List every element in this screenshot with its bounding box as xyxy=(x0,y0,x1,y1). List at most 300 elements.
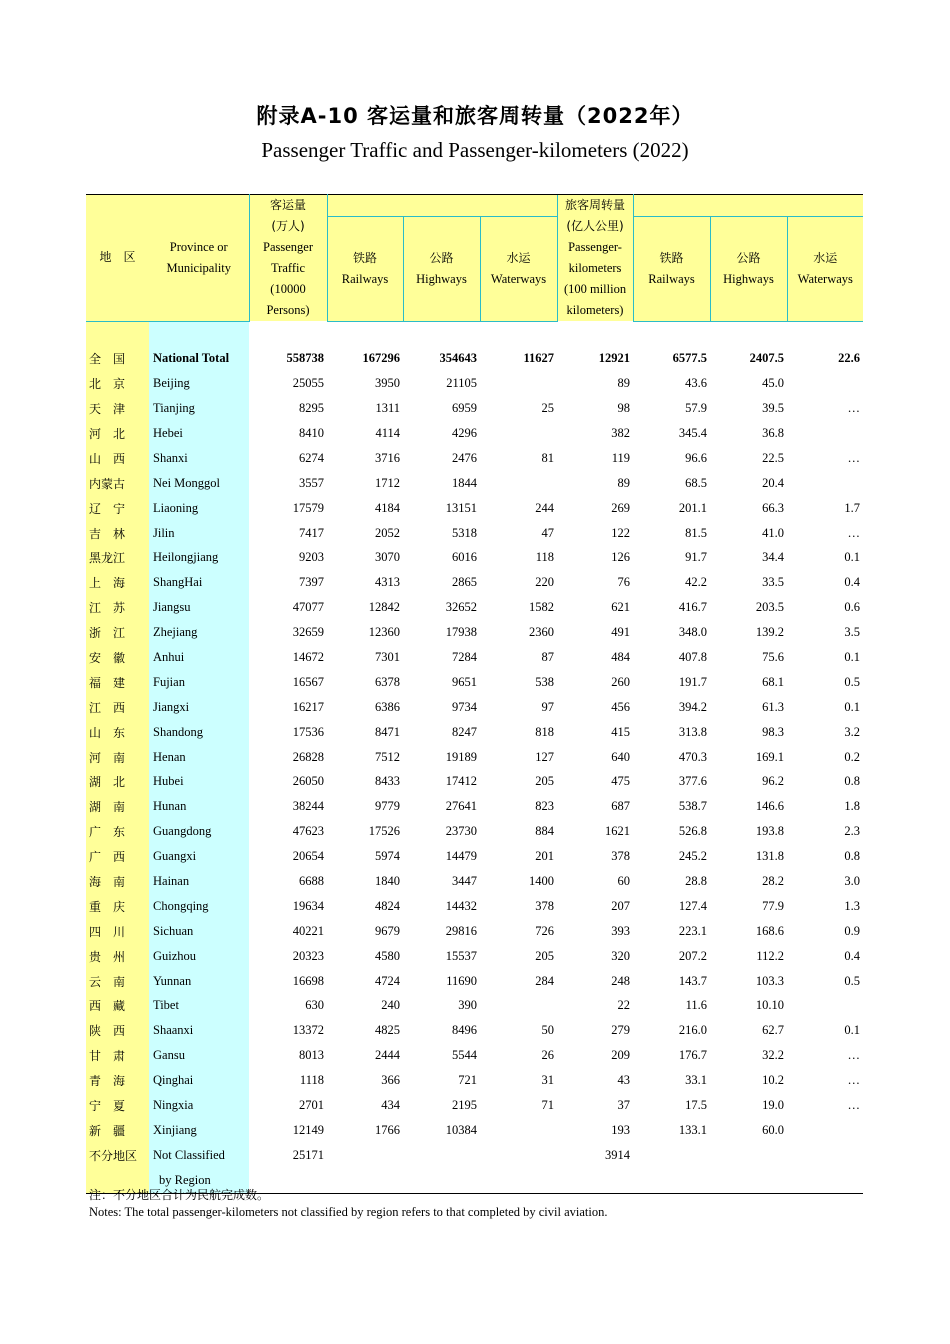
value-cell: … xyxy=(847,450,861,465)
value-cell: 97 xyxy=(541,699,555,714)
region-cn-cell: 江 苏 xyxy=(86,595,149,620)
value-cell: 133.1 xyxy=(678,1122,708,1137)
value-cell: 0.1 xyxy=(844,1023,861,1038)
header-pkm-en-line1: Passenger- xyxy=(568,240,622,254)
value-cell: 60.0 xyxy=(762,1122,785,1137)
header-pkm-en-line4: kilometers) xyxy=(566,303,624,317)
value-cell: 8247 xyxy=(452,724,477,739)
value-cell: 8496 xyxy=(452,1023,477,1038)
value-cell: 28.2 xyxy=(762,874,785,889)
region-cn-cell: 青 海 xyxy=(86,1068,149,1093)
value-cell: 43.6 xyxy=(685,376,708,391)
region-cn-cell: 广 东 xyxy=(86,819,149,844)
region-cn-cell: 内蒙古 xyxy=(86,471,149,496)
value-cell: 203.5 xyxy=(755,600,785,615)
value-cell: 12149 xyxy=(292,1122,324,1137)
value-cell: 47077 xyxy=(292,600,324,615)
region-en-cell: Ningxia xyxy=(149,1093,249,1118)
value-cell: 14432 xyxy=(445,898,477,913)
table-row xyxy=(86,894,863,919)
value-cell: 378 xyxy=(535,898,555,913)
value-cell: 146.6 xyxy=(755,799,785,814)
header-pkm-spacer xyxy=(633,195,863,217)
region-en-cell: Guangxi xyxy=(149,844,249,869)
value-cell: 456 xyxy=(611,699,631,714)
region-en-cell: Guizhou xyxy=(149,944,249,969)
region-cn-cell: 上 海 xyxy=(86,570,149,595)
value-cell: 207 xyxy=(611,898,631,913)
value-cell: 1.8 xyxy=(844,799,861,814)
value-cell: 284 xyxy=(535,973,555,988)
value-cell: 3070 xyxy=(375,550,400,565)
table-row xyxy=(86,396,863,421)
value-cell: 22 xyxy=(617,998,631,1013)
region-en-cell: Hebei xyxy=(149,421,249,446)
value-cell: 38244 xyxy=(292,799,324,814)
table-row xyxy=(86,521,863,546)
value-cell: 112.2 xyxy=(756,948,785,963)
value-cell: 244 xyxy=(535,500,555,515)
region-en-cell: Heilongjiang xyxy=(149,546,249,571)
value-cell: 2360 xyxy=(529,625,555,640)
value-cell: 621 xyxy=(611,600,631,615)
value-cell: 1621 xyxy=(605,824,631,839)
value-cell xyxy=(787,1143,863,1168)
value-cell: 1844 xyxy=(452,475,477,490)
table-row xyxy=(86,421,863,446)
header-traffic-cn: 客运量 xyxy=(269,198,306,212)
header-traffic-water xyxy=(480,217,557,321)
value-cell: 81 xyxy=(541,450,555,465)
header-pkm-water-en: Waterways xyxy=(797,271,853,286)
value-cell: 75.6 xyxy=(762,650,785,665)
value-cell: … xyxy=(847,1048,861,1063)
table-row xyxy=(86,944,863,969)
value-cell: 25 xyxy=(541,401,555,416)
value-cell: 1582 xyxy=(529,600,555,615)
value-cell: 91.7 xyxy=(685,550,708,565)
header-traffic-road xyxy=(403,217,480,321)
value-cell xyxy=(480,1118,557,1143)
value-cell: 390 xyxy=(458,998,477,1013)
value-cell: 17536 xyxy=(292,724,324,739)
value-cell: 0.1 xyxy=(844,650,861,665)
region-en-cell: Hunan xyxy=(149,794,249,819)
region-en-cell: Xinjiang xyxy=(149,1118,249,1143)
value-cell: 366 xyxy=(381,1073,400,1088)
value-cell: 313.8 xyxy=(678,724,708,739)
region-cn-cell: 云 南 xyxy=(86,969,149,994)
value-cell: 89 xyxy=(617,475,631,490)
value-cell xyxy=(480,471,557,496)
region-cn-cell: 北 京 xyxy=(86,371,149,396)
value-cell: 122 xyxy=(611,525,631,540)
table-row xyxy=(86,720,863,745)
value-cell: 3950 xyxy=(375,376,400,391)
value-cell: 207.2 xyxy=(678,948,708,963)
value-cell: 17579 xyxy=(292,500,324,515)
value-cell: 1712 xyxy=(375,475,400,490)
value-cell: 9734 xyxy=(452,699,477,714)
region-en-cell: by Region xyxy=(149,1168,249,1193)
region-en-cell: Fujian xyxy=(149,670,249,695)
region-cn-cell: 陕 西 xyxy=(86,1018,149,1043)
value-cell: 6959 xyxy=(452,401,477,416)
header-pkm xyxy=(557,195,633,322)
value-cell: 8433 xyxy=(375,774,400,789)
value-cell: 98.3 xyxy=(762,724,785,739)
value-cell: 823 xyxy=(535,799,555,814)
value-cell: 10.10 xyxy=(755,998,785,1013)
value-cell: 4296 xyxy=(452,426,477,440)
value-cell: 26828 xyxy=(292,749,324,764)
value-cell: … xyxy=(847,525,861,540)
value-cell: 484 xyxy=(611,650,631,665)
region-en-cell: Zhejiang xyxy=(149,620,249,645)
table-row xyxy=(86,1118,863,1143)
value-cell: 6378 xyxy=(375,674,400,689)
value-cell: 60 xyxy=(617,874,631,889)
value-cell xyxy=(633,1143,710,1168)
value-cell: 11627 xyxy=(523,351,555,366)
value-cell: 36.8 xyxy=(762,426,785,440)
value-cell: 16698 xyxy=(292,973,324,988)
header-traffic-unit-cn: (万人) xyxy=(271,219,305,233)
region-en-cell: Jilin xyxy=(149,521,249,546)
region-cn-cell: 山 西 xyxy=(86,446,149,471)
value-cell: 205 xyxy=(535,948,555,963)
region-en-cell: Liaoning xyxy=(149,496,249,521)
value-cell xyxy=(710,1143,787,1168)
value-cell: 12360 xyxy=(368,625,400,640)
value-cell: 2865 xyxy=(452,575,477,590)
region-en-cell: Guangdong xyxy=(149,819,249,844)
value-cell: 15537 xyxy=(445,948,477,963)
region-cn-cell: 福 建 xyxy=(86,670,149,695)
region-en-cell: Chongqing xyxy=(149,894,249,919)
value-cell: 0.5 xyxy=(844,674,861,689)
value-cell: 103.3 xyxy=(755,973,785,988)
region-cn-cell: 重 庆 xyxy=(86,894,149,919)
value-cell: 57.9 xyxy=(685,401,708,416)
value-cell: 71 xyxy=(541,1098,555,1113)
value-cell: 0.9 xyxy=(844,923,861,938)
value-cell: … xyxy=(847,1073,861,1088)
region-cn-cell: 辽 宁 xyxy=(86,496,149,521)
region-cn-cell: 全 国 xyxy=(86,346,149,371)
value-cell: 50 xyxy=(541,1023,555,1038)
value-cell: 245.2 xyxy=(678,849,708,864)
value-cell: 7417 xyxy=(299,525,324,540)
table-row xyxy=(86,819,863,844)
value-cell xyxy=(787,371,863,396)
value-cell: 8471 xyxy=(375,724,400,739)
value-cell: 11690 xyxy=(446,973,477,988)
region-cn-cell: 不分地区 xyxy=(86,1143,149,1168)
value-cell: 0.4 xyxy=(844,575,861,590)
header-road-cn: 公路 xyxy=(429,250,454,265)
header-pkm-en-line3: (100 million xyxy=(563,282,627,296)
region-cn-cell: 湖 南 xyxy=(86,794,149,819)
value-cell xyxy=(403,1143,480,1168)
header-water-cn: 水运 xyxy=(506,250,531,265)
value-cell: 87 xyxy=(541,650,555,665)
table-row xyxy=(86,670,863,695)
page-title-en: Passenger Traffic and Passenger-kilometers (2022) xyxy=(261,138,689,162)
value-cell: 2195 xyxy=(452,1098,477,1113)
header-pkm-water-cn: 水运 xyxy=(813,250,838,265)
value-cell: 2407.5 xyxy=(749,351,785,366)
value-cell: 7284 xyxy=(452,650,477,665)
value-cell: 193 xyxy=(611,1122,631,1137)
value-cell: 98 xyxy=(617,401,631,416)
value-cell: 415 xyxy=(611,724,631,739)
footnote-en: Notes: The total passenger-kilometers not classified by region refers to that completed by civil aviation. xyxy=(89,1205,608,1219)
value-cell xyxy=(480,421,557,446)
region-en-cell: Shanxi xyxy=(149,446,249,471)
value-cell: 42.2 xyxy=(685,575,708,590)
region-cn-cell: 吉 林 xyxy=(86,521,149,546)
value-cell: 279 xyxy=(611,1023,631,1038)
value-cell: 20323 xyxy=(292,948,324,963)
table-header xyxy=(86,195,863,322)
value-cell: 721 xyxy=(458,1073,477,1088)
value-cell: 17.5 xyxy=(685,1098,708,1113)
value-cell: 76 xyxy=(617,575,631,590)
value-cell: 7301 xyxy=(375,650,400,665)
value-cell xyxy=(327,1143,403,1168)
value-cell: 2476 xyxy=(452,450,477,465)
region-en-cell: Shaanxi xyxy=(149,1018,249,1043)
region-en-cell: Not Classified xyxy=(149,1143,249,1168)
value-cell: 81.5 xyxy=(685,525,708,540)
value-cell: 19189 xyxy=(445,749,477,764)
region-en-cell: Anhui xyxy=(149,645,249,670)
region-cn-cell: 河 北 xyxy=(86,421,149,446)
value-cell: 393 xyxy=(611,923,631,938)
table-row xyxy=(86,471,863,496)
value-cell: 26 xyxy=(541,1048,555,1063)
gap-cell xyxy=(249,321,863,346)
value-cell: 143.7 xyxy=(678,973,708,988)
value-cell: 4184 xyxy=(375,500,400,515)
header-road-en: Highways xyxy=(416,271,467,286)
header-pkm-road-en: Highways xyxy=(723,271,774,286)
value-cell xyxy=(480,994,557,1019)
region-en-cell: Tianjing xyxy=(149,396,249,421)
value-cell: 126 xyxy=(611,550,631,565)
region-en-cell: Sichuan xyxy=(149,919,249,944)
value-cell: 23730 xyxy=(445,824,477,839)
region-cn-cell: 广 西 xyxy=(86,844,149,869)
value-cell: 5974 xyxy=(375,849,400,864)
region-en-cell: Jiangsu xyxy=(149,595,249,620)
value-cell: 558738 xyxy=(286,351,324,366)
region-cn-cell: 河 南 xyxy=(86,745,149,770)
value-cell: 1311 xyxy=(375,401,400,416)
value-cell: 0.2 xyxy=(844,749,861,764)
value-cell: 5318 xyxy=(452,525,477,540)
table-row xyxy=(86,1068,863,1093)
value-cell: 3.5 xyxy=(844,625,861,640)
table-row xyxy=(86,595,863,620)
value-cell: 118 xyxy=(535,550,555,565)
table-body xyxy=(86,321,863,1193)
value-cell: 3716 xyxy=(375,450,400,465)
region-en-cell: Tibet xyxy=(149,994,249,1019)
region-cn-cell: 黑龙江 xyxy=(86,546,149,571)
value-cell: 8410 xyxy=(299,426,324,440)
value-cell: 240 xyxy=(381,998,400,1013)
region-cn-cell: 浙 江 xyxy=(86,620,149,645)
value-cell: 68.5 xyxy=(685,475,708,490)
value-cell: 0.1 xyxy=(844,550,861,565)
value-cell: 348.0 xyxy=(678,625,708,640)
header-pkm-unit-cn: (亿人公里) xyxy=(566,219,624,233)
value-cell: 8295 xyxy=(299,401,324,416)
value-cell: 394.2 xyxy=(678,699,708,714)
value-cell: 6688 xyxy=(299,874,324,889)
value-cell: 131.8 xyxy=(755,849,785,864)
value-cell: 640 xyxy=(611,749,631,764)
value-cell: 216.0 xyxy=(678,1023,708,1038)
value-cell: 127 xyxy=(535,749,555,764)
header-pkm-road xyxy=(710,217,787,321)
value-cell: 37 xyxy=(617,1098,631,1113)
region-en-cell: Jiangxi xyxy=(149,695,249,720)
header-traffic-rail xyxy=(327,217,403,321)
value-cell: 0.1 xyxy=(844,699,861,714)
value-cell: 4824 xyxy=(375,898,400,913)
value-cell: 201.1 xyxy=(678,500,708,515)
value-cell: 19634 xyxy=(292,898,324,913)
value-cell: 475 xyxy=(611,774,631,789)
header-traffic-en-line3: (10000 xyxy=(270,282,306,296)
value-cell: 34.4 xyxy=(762,550,785,565)
table-row xyxy=(86,695,863,720)
value-cell: 3557 xyxy=(299,475,324,490)
value-cell: 630 xyxy=(305,998,324,1013)
value-cell: 14672 xyxy=(292,650,324,665)
value-cell: 10.2 xyxy=(762,1073,785,1088)
value-cell: 0.5 xyxy=(844,973,861,988)
value-cell: 4724 xyxy=(375,973,400,988)
value-cell: 12842 xyxy=(368,600,400,615)
value-cell: 2444 xyxy=(375,1048,400,1063)
value-cell: 1400 xyxy=(529,874,555,889)
value-cell: 66.3 xyxy=(762,500,785,515)
header-water-en: Waterways xyxy=(490,271,547,286)
header-pkm-water xyxy=(787,217,863,321)
value-cell: 220 xyxy=(535,575,555,590)
value-cell xyxy=(403,1168,480,1193)
value-cell: 139.2 xyxy=(755,625,785,640)
value-cell xyxy=(480,371,557,396)
page-title-cn: 附录A-10 客运量和旅客周转量（2022年） xyxy=(256,104,694,128)
region-en-cell: Qinghai xyxy=(149,1068,249,1093)
value-cell: 7512 xyxy=(375,749,400,764)
value-cell: 17412 xyxy=(445,774,477,789)
value-cell: 39.5 xyxy=(762,401,785,416)
value-cell: 5544 xyxy=(452,1048,477,1063)
value-cell: 16217 xyxy=(292,699,324,714)
value-cell: 61.3 xyxy=(762,699,785,714)
value-cell: 96.6 xyxy=(685,450,708,465)
value-cell: 19.0 xyxy=(762,1098,785,1113)
table-row xyxy=(86,496,863,521)
value-cell: 884 xyxy=(535,824,555,839)
value-cell: 2052 xyxy=(375,525,400,540)
value-cell: 818 xyxy=(535,724,555,739)
table-row xyxy=(86,770,863,795)
value-cell: 205 xyxy=(535,774,555,789)
table-row xyxy=(86,546,863,571)
value-cell xyxy=(787,994,863,1019)
value-cell: 25055 xyxy=(292,376,324,391)
value-cell: 40221 xyxy=(292,923,324,938)
value-cell: 89 xyxy=(617,376,631,391)
table-row xyxy=(86,919,863,944)
value-cell xyxy=(480,1143,557,1168)
header-pkm-rail-cn: 铁路 xyxy=(659,250,684,265)
region-cn-cell: 西 藏 xyxy=(86,994,149,1019)
table-row xyxy=(86,844,863,869)
value-cell: 32652 xyxy=(445,600,477,615)
header-gap-row xyxy=(86,321,863,346)
table-row xyxy=(86,1018,863,1043)
value-cell: 12921 xyxy=(598,351,631,366)
header-pkm-cn: 旅客周转量 xyxy=(565,198,626,212)
value-cell: 25171 xyxy=(292,1147,324,1162)
region-cn-cell: 四 川 xyxy=(86,919,149,944)
value-cell: 32.2 xyxy=(762,1048,785,1063)
value-cell: 201 xyxy=(535,849,555,864)
region-cn-cell: 山 东 xyxy=(86,720,149,745)
value-cell: 434 xyxy=(381,1098,400,1113)
value-cell: 1.3 xyxy=(844,898,861,913)
value-cell: 1840 xyxy=(375,874,400,889)
value-cell: 4580 xyxy=(375,948,400,963)
value-cell: 17938 xyxy=(445,625,477,640)
region-en-cell: Henan xyxy=(149,745,249,770)
header-pkm-road-cn: 公路 xyxy=(736,250,761,265)
value-cell: 3447 xyxy=(452,874,477,889)
table-row-total xyxy=(86,346,863,371)
value-cell: 260 xyxy=(611,674,631,689)
value-cell: 9651 xyxy=(452,674,477,689)
gap-cell xyxy=(86,321,149,346)
region-cn-cell: 湖 北 xyxy=(86,770,149,795)
value-cell: 9779 xyxy=(375,799,400,814)
value-cell: 1.7 xyxy=(844,500,861,515)
value-cell: 20654 xyxy=(292,849,324,864)
region-en-cell: Shandong xyxy=(149,720,249,745)
value-cell: 6386 xyxy=(375,699,400,714)
region-en-cell: Gansu xyxy=(149,1043,249,1068)
value-cell: 169.1 xyxy=(755,749,785,764)
header-rail-en: Railways xyxy=(341,271,389,286)
value-cell xyxy=(787,1168,863,1193)
value-cell: 320 xyxy=(611,948,631,963)
table-row xyxy=(86,1093,863,1118)
value-cell: 1118 xyxy=(299,1073,324,1088)
region-en-cell: Hainan xyxy=(149,869,249,894)
value-cell: 1766 xyxy=(375,1122,400,1137)
value-cell: 13372 xyxy=(292,1023,324,1038)
header-traffic-en-line4: Persons) xyxy=(266,303,310,317)
value-cell xyxy=(480,1168,557,1193)
value-cell: 345.4 xyxy=(678,426,708,440)
